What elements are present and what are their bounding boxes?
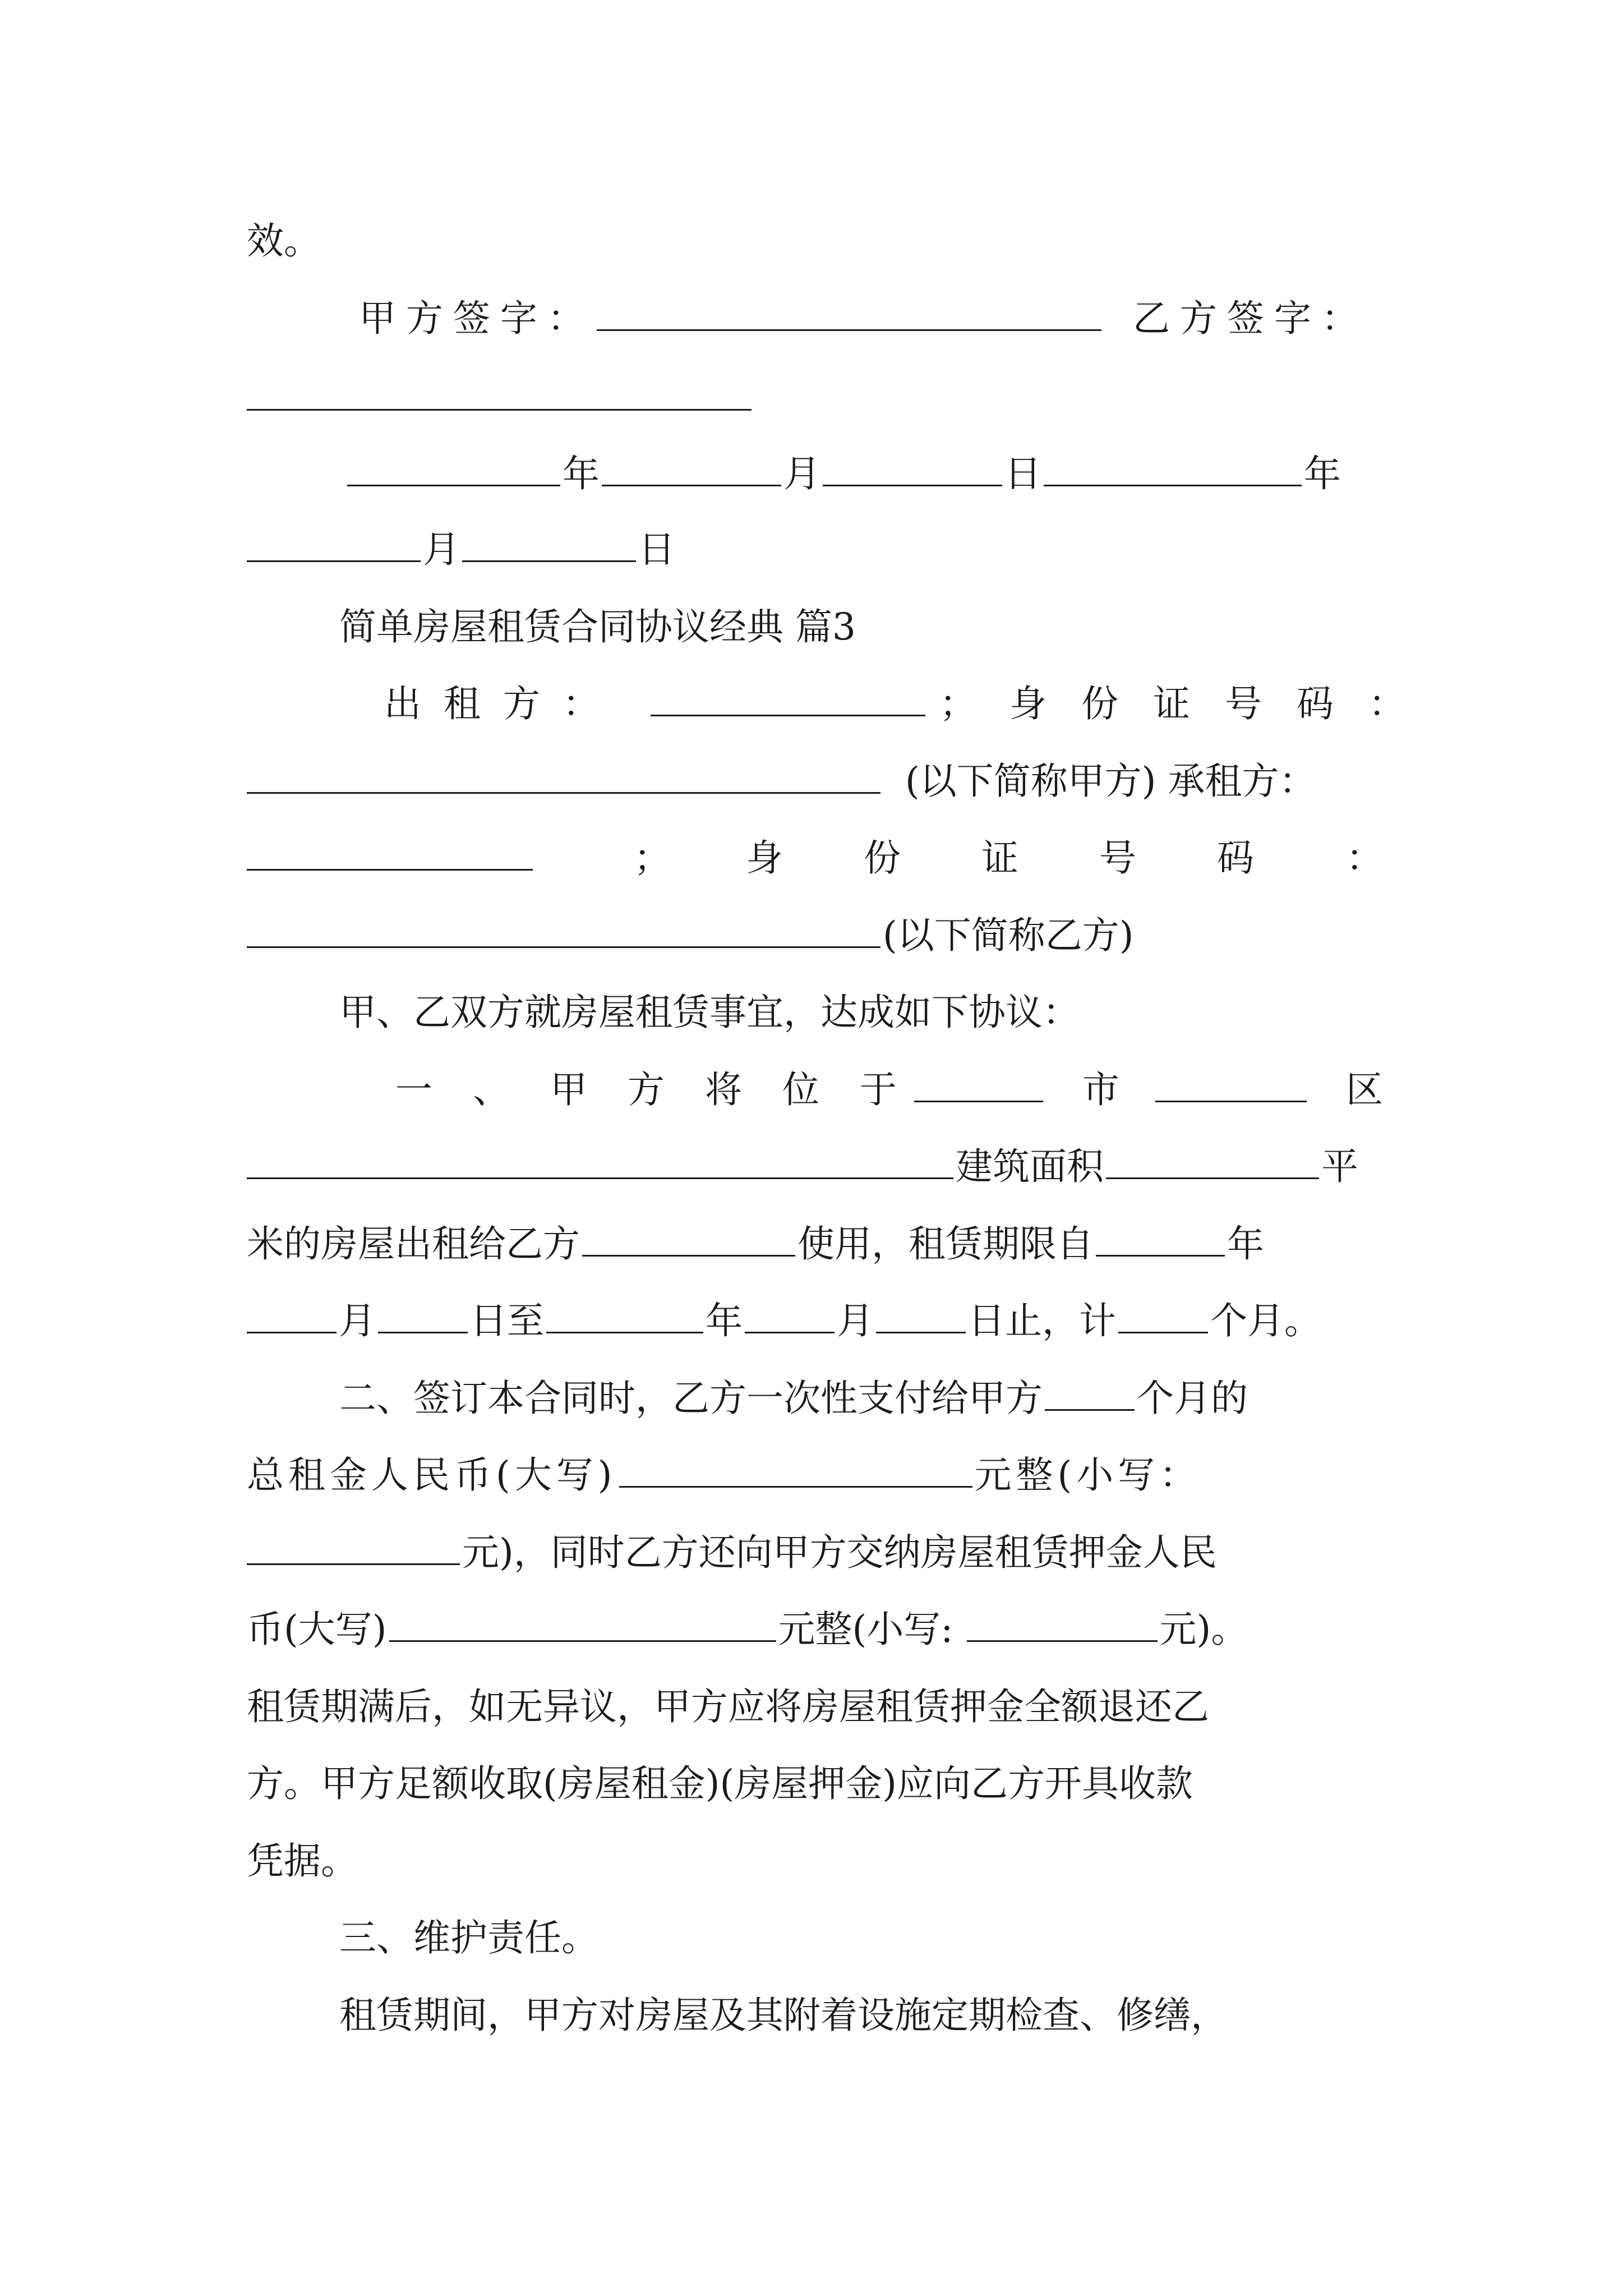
year-label: 年: [562, 452, 600, 495]
label-char: ：: [1346, 836, 1383, 880]
text-line: [247, 1447, 1201, 1503]
text-line: [247, 1216, 1264, 1272]
text-line: [247, 1525, 1217, 1581]
party-a-signature-blank: [597, 295, 1101, 331]
line-text: 年: [1227, 1222, 1264, 1266]
text-line: [339, 1370, 1248, 1427]
label-char: 码: [1217, 836, 1254, 880]
line-text: 米的房屋出租给乙方: [247, 1222, 580, 1266]
year-blank: [546, 1297, 703, 1333]
text-line: [339, 1910, 598, 1966]
year-blank: [347, 450, 560, 486]
line-text: 平: [1321, 1145, 1358, 1188]
months-blank: [1045, 1374, 1135, 1411]
deposit-lowercase-blank: [967, 1605, 1158, 1642]
line-text: 方。甲方足额收取(房屋租金)(房屋押金)应向乙方开具收款: [247, 1762, 1193, 1805]
line-text: 日止，计: [968, 1299, 1116, 1342]
label-char: 身: [746, 836, 783, 880]
day-blank: [462, 526, 636, 562]
line-text: (以下简称乙方): [883, 914, 1134, 957]
signature-blank-line: [247, 370, 751, 426]
line-text: 年: [706, 1299, 743, 1342]
lessor-id-blank: [247, 757, 880, 794]
month-blank: [602, 450, 781, 486]
section-heading: [339, 599, 856, 655]
year-blank: [1044, 450, 1302, 486]
city-blank: [914, 1066, 1043, 1102]
text-line: [247, 1833, 358, 1889]
text-line: [247, 908, 1134, 964]
separator: ；: [634, 836, 671, 880]
line-text: 币(大写): [247, 1608, 387, 1651]
line-text: 建筑面积: [956, 1145, 1104, 1188]
label-char: 证: [981, 836, 1018, 880]
month-label: 月: [783, 452, 820, 495]
signature-line: [359, 291, 1368, 347]
line-text: 甲、乙双方就房屋租赁事宜，达成如下协议：: [339, 991, 1080, 1034]
day-blank: [823, 450, 1002, 486]
line-text: 月: [339, 1299, 376, 1342]
year-blank: [1096, 1220, 1225, 1257]
text-line: [247, 753, 1316, 809]
day-label: 日: [638, 528, 675, 571]
text-line: [247, 1602, 1248, 1658]
address-blank: [247, 1143, 953, 1179]
district-label: 区: [1346, 1068, 1383, 1111]
month-label: 月: [423, 528, 460, 571]
party-a-signature-label: 甲方签字：: [359, 297, 594, 340]
line-text: 月: [837, 1299, 874, 1342]
deposit-uppercase-blank: [389, 1605, 776, 1642]
line-text: 元)。: [1159, 1608, 1248, 1651]
separator: ；: [939, 682, 976, 725]
line-text: 凭据。: [247, 1839, 358, 1883]
text-line: [247, 1293, 1321, 1349]
lessor-blank: [651, 680, 925, 716]
line-text: 个月的: [1137, 1377, 1248, 1420]
year-label: 年: [1304, 452, 1341, 495]
text-line: [247, 1062, 1391, 1118]
party-b-signature-blank: [247, 374, 751, 411]
id-number-label: 身份证号码：: [1009, 682, 1440, 725]
line-text: 总租金人民币(大写): [247, 1453, 617, 1497]
line-text: 使用，租赁期限自: [797, 1222, 1094, 1266]
date-line: [345, 446, 1341, 502]
line-text: 租赁期间，甲方对房屋及其附着设施定期检查、修缮，: [339, 1994, 1228, 2037]
text-line: [339, 1987, 1228, 2044]
district-blank: [1155, 1066, 1307, 1102]
line-text: 元)，同时乙方还向甲方交纳房屋租赁押金人民: [462, 1531, 1217, 1574]
line-text: 一、甲方将位于: [395, 1068, 937, 1111]
area-blank: [1106, 1143, 1319, 1179]
line-text: 租赁期满后，如无异议，甲方应将房屋租赁押金全额退还乙: [247, 1685, 1209, 1728]
heading-text: 简单房屋租赁合同协议经典 篇3: [339, 605, 856, 648]
party-b-signature-label: 乙方签字：: [1133, 297, 1368, 340]
use-blank: [582, 1220, 795, 1257]
rent-uppercase-blank: [619, 1451, 972, 1488]
date-line: [247, 522, 675, 578]
text-line: [247, 213, 321, 269]
text-line: [247, 1756, 1193, 1812]
label-char: 号: [1099, 836, 1136, 880]
line-text: 二、签订本合同时，乙方一次性支付给甲方: [339, 1377, 1043, 1420]
lessee-id-blank: [247, 912, 880, 948]
text-line: [339, 984, 1080, 1041]
months-count-blank: [1118, 1297, 1208, 1333]
line-text: 效。: [247, 219, 321, 263]
city-label: 市: [1082, 1068, 1119, 1111]
text-line: [247, 1139, 1358, 1195]
month-blank: [745, 1297, 834, 1333]
month-blank: [247, 526, 421, 562]
line-text: (以下简称甲方) 承租方：: [905, 760, 1316, 803]
day-blank: [378, 1297, 468, 1333]
text-line: [247, 1679, 1209, 1735]
text-line: [247, 830, 1391, 886]
line-text: 日至: [470, 1299, 544, 1342]
rent-lowercase-blank: [247, 1529, 460, 1565]
day-blank: [876, 1297, 966, 1333]
lessee-blank: [247, 834, 533, 871]
line-text: 元整(小写：: [974, 1453, 1201, 1497]
label-char: 份: [864, 836, 901, 880]
line-text: 三、维护责任。: [339, 1916, 598, 1959]
line-text: 个月。: [1210, 1299, 1321, 1342]
lessor-label: 出租方：: [384, 682, 622, 725]
text-line: [247, 676, 1440, 732]
day-label: 日: [1004, 452, 1041, 495]
line-text: 元整(小写:: [778, 1608, 953, 1651]
month-blank: [247, 1297, 336, 1333]
